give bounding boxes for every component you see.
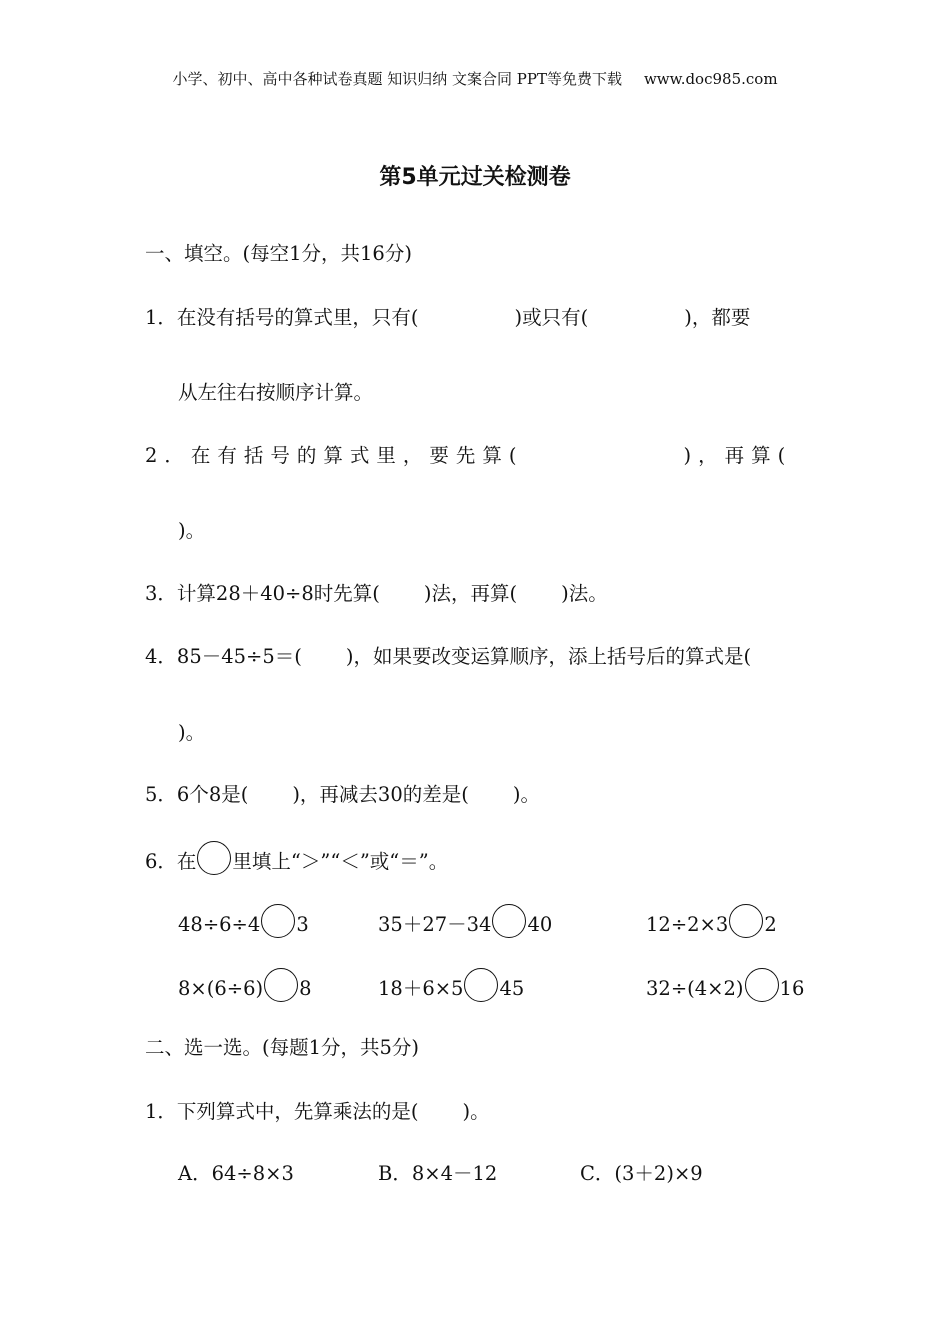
q4-text-b: )，如果要改变运算顺序，添上括号后的算式是(: [345, 645, 752, 668]
q5-text-a: 5．6个8是(: [145, 783, 249, 806]
compare-circle[interactable]: [464, 968, 498, 1002]
option-c[interactable]: C．(3＋2)×9: [580, 1162, 703, 1185]
compare-circle[interactable]: [264, 968, 298, 1002]
compare-circle[interactable]: [745, 968, 779, 1002]
q5-line: [145, 779, 540, 807]
q6-item-right: 45: [499, 977, 525, 1000]
q6-item-2: [378, 904, 552, 938]
header-site[interactable]: www.doc985.com: [643, 70, 778, 88]
q6-item-left: 12÷2×3: [646, 913, 729, 936]
page-title: 第5单元过关检测卷: [379, 165, 571, 190]
s2-q1-text-b: )。: [462, 1100, 490, 1123]
q2-text-a: 2．在有括号的算式里，要先算(: [145, 444, 524, 467]
q6-item-1: [178, 904, 309, 938]
q2-text-b: )，再算(: [683, 444, 793, 467]
compare-circle[interactable]: [261, 904, 295, 938]
q6-item-right: 3: [296, 913, 309, 936]
q1-text-a: 1．在没有括号的算式里，只有(: [145, 306, 419, 329]
q2-line2: [178, 515, 205, 543]
q1-line1: [145, 302, 750, 330]
q3-line: [145, 578, 608, 606]
q6-item-4: [178, 968, 312, 1002]
q3-text-c: )法。: [561, 582, 608, 605]
q6-item-left: 18＋6×5: [378, 977, 464, 1000]
page-header: [0, 68, 950, 89]
q6-item-left: 8×(6÷6): [178, 977, 264, 1000]
q1-text-b: )或只有(: [514, 306, 589, 329]
q6-item-right: 40: [527, 913, 553, 936]
s2-q1-line: [145, 1096, 490, 1124]
q6-item-right: 2: [764, 913, 777, 936]
q6-item-left: 35＋27－34: [378, 913, 492, 936]
q6-line: [145, 841, 448, 875]
section1-heading: 一、填空。(每空1分，共16分): [145, 242, 412, 265]
option-b[interactable]: B．8×4－12: [378, 1162, 498, 1185]
s2-q1-text-a: 1．下列算式中，先算乘法的是(: [145, 1100, 419, 1123]
compare-circle[interactable]: [492, 904, 526, 938]
q6-item-left: 32÷(4×2): [646, 977, 744, 1000]
q6-item-left: 48÷6÷4: [178, 913, 261, 936]
q6-item-5: [378, 968, 524, 1002]
q2-line1: [145, 440, 792, 468]
q4-line1: [145, 641, 751, 669]
q6-text-b: 里填上“＞”“＜”或“＝”。: [232, 850, 449, 873]
header-text: 小学、初中、高中各种试卷真题 知识归纳 文案合同 PPT等免费下载: [172, 70, 622, 88]
section2-heading: 二、选一选。(每题1分，共5分): [145, 1036, 420, 1059]
compare-circle[interactable]: [729, 904, 763, 938]
q6-item-right: 16: [779, 977, 805, 1000]
q3-text-b: )法，再算(: [423, 582, 518, 605]
q5-text-b: )，再减去30的差是(: [292, 783, 469, 806]
q6-item-6: [646, 968, 804, 1002]
q6-item-3: [646, 904, 777, 938]
q5-text-c: )。: [512, 783, 540, 806]
q6-item-right: 8: [299, 977, 312, 1000]
circle-icon: [197, 841, 231, 875]
option-a[interactable]: A．64÷8×3: [178, 1162, 294, 1185]
q1-text-c: )，都要: [684, 306, 751, 329]
q2-text-c: )。: [178, 519, 206, 542]
q6-text-a: 6．在: [145, 850, 197, 873]
q3-text-a: 3．计算28＋40÷8时先算(: [145, 582, 380, 605]
q4-line2: )。: [178, 721, 206, 744]
q4-text-a: 4．85－45÷5＝(: [145, 645, 302, 668]
q1-line2: 从左往右按顺序计算。: [178, 381, 374, 404]
